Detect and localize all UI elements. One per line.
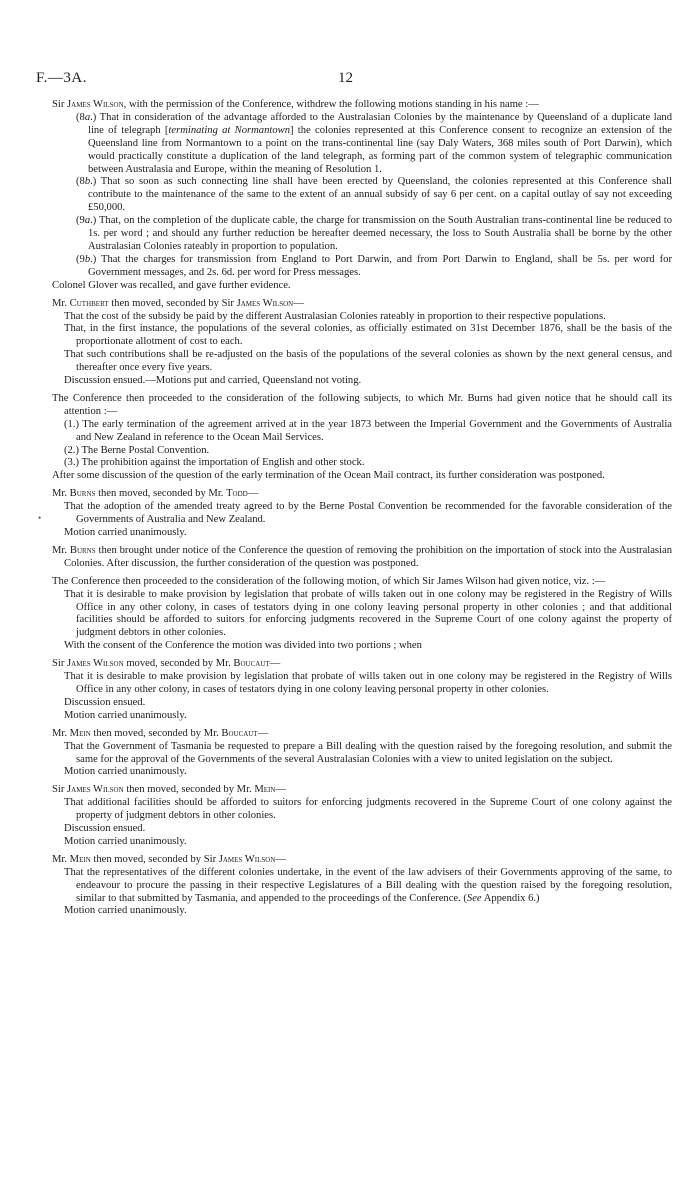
motion-8a: (8a.) That in consideration of the advantage afforded to the Australasian Colonies by the maintenance by Queensland of a duplicate land line of telegraph [terminating at Normantown] the colonies represented at this Conference consent to recognize an extension of the Queensland line from Normantown to a point on the trans-continental line (say Daly Waters, 368 miles south of Port Darwin), which would practically constitute a duplication of the land telegraph, as forming part of the common system of telegraphic communication between Australasia and Europe, within the meaning of Resolution 1. <box>76 111 672 175</box>
seconder-name: James Wilson <box>236 297 294 309</box>
speaker-name: Burns <box>69 488 96 500</box>
mein-legislatures-line-1: That the representatives of the different colonies undertake, in the event of the law advisers of their Governments approving of the same, to endeavour to procure the passing in their respective Legislatures of a Bill dealing with the question raised by the foregoing resolution, similar to that submitted by Tasmania, and appended to the proceedings of the Conference. (See Appendix 6.) <box>64 866 672 904</box>
wilson-probate-line-2: Discussion ensued. <box>64 696 146 708</box>
wilson-probate-heading: Sir James Wilson moved, seconded by Mr. Boucaut— <box>52 658 281 670</box>
speaker-name: James Wilson <box>67 784 124 796</box>
subjects-after: After some discussion of the question of the early termination of the Ocean Mail contract, its further consideration was postponed. <box>52 470 605 482</box>
cuthbert-motion-heading: Mr. Cuthbert then moved, seconded by Sir James Wilson— <box>52 297 304 309</box>
wilson-judgments-heading: Sir James Wilson then moved, seconded by Mr. Mein— <box>52 784 286 796</box>
motion-9b: (9b.) That the charges for transmission from England to Port Darwin, and from Port Darwin to England, shall be 5s. per word for Government messages, and 2s. 6d. per word for Press messages. <box>76 253 672 278</box>
mein-tasmania-heading: Mr. Mein then moved, seconded by Mr. Boucaut— <box>52 727 269 739</box>
speaker-name: Burns <box>69 544 96 556</box>
mein-legislatures-heading: Mr. Mein then moved, seconded by Sir James Wilson— <box>52 853 286 865</box>
subjects-intro: The Conference then proceeded to the consideration of the following subjects, to which Mr. Burns had given notice that he should call its attention :— <box>52 392 672 417</box>
mein-tasmania-line-1: That the Government of Tasmania be requested to prepare a Bill dealing with the question raised by the foregoing resolution, and submit the same for the approval of the Governments of the several Australasian Colonies with a view to united legislation on the subject. <box>64 740 672 765</box>
burns-berne-line-1: That the adoption of the amended treaty agreed to by the Berne Postal Convention be recommended for the favorable consideration of the Governments of Australia and New Zealand. <box>64 501 672 526</box>
wilson-withdrawal-paragraph: Sir James Wilson, with the permission of the Conference, withdrew the following motions standing in his name :— <box>52 99 539 110</box>
cuthbert-line-3: That such contributions shall be re-adjusted on the basis of the populations of the several colonies as shown by the next general census, and thereafter once every five years. <box>64 349 672 374</box>
burns-berne-line-2: Motion carried unanimously. <box>64 527 187 538</box>
seconder-name: James Wilson <box>218 853 276 865</box>
probate-intro: The Conference then proceeded to the consideration of the following motion, of which Sir James Wilson had given notice, viz. :— <box>52 575 606 587</box>
proceedings-text <box>52 99 672 918</box>
probate-consent: With the consent of the Conference the motion was divided into two portions ; when <box>64 640 422 652</box>
subject-item-2: (2.) The Berne Postal Convention. <box>64 444 210 456</box>
wilson-probate-line-1: That it is desirable to make provision by legislation that probate of wills taken out in one colony may be registered in the Registry of Wills Office in any other colony, in cases of testators dying in one colony leaving personal property in other colonies. <box>64 671 672 695</box>
burns-stock-paragraph: Mr. Burns then brought under notice of the Conference the question of removing the prohibition on the importation of stock into the Australasian Colonies. After discussion, the further consideration of the question was postponed. <box>52 544 672 569</box>
motion-8b: (8b.) That so soon as such connecting line shall have been erected by Queensland, the colonies represented at this Conference shall contribute to the maintenance of the same to the extent of an annual subsidy of say 6 per cent. on a capital outlay of say not exceeding £50,000. <box>76 176 672 214</box>
cuthbert-line-4: Discussion ensued.—Motions put and carried, Queensland not voting. <box>64 375 362 387</box>
wilson-judgments-line-2: Discussion ensued. <box>64 823 146 835</box>
speaker-name: Cuthbert <box>69 297 109 309</box>
speaker-name: James Wilson <box>67 99 124 110</box>
motion-9a: (9a.) That, on the completion of the duplicate cable, the charge for transmission on the South Australian trans-continental line be reduced to 1s. per word ; and should any further reduction be hereafter deemed necessary, the loss to South Australia shall be borne by the other Australasian Colonies rateably in proportion to population. <box>76 215 672 252</box>
subject-item-3: (3.) The prohibition against the importation of English and other stock. <box>64 457 365 469</box>
speaker-name: Mein <box>69 727 91 739</box>
seconder-name: Mein <box>254 784 276 796</box>
wilson-judgments-line-3: Motion carried unanimously. <box>64 835 187 847</box>
speaker-name: James Wilson <box>67 658 124 670</box>
mein-tasmania-line-2: Motion carried unanimously. <box>64 766 187 778</box>
glover-paragraph: Colonel Glover was recalled, and gave further evidence. <box>52 279 291 291</box>
wilson-judgments-line-1: That additional facilities should be afforded to suitors for enforcing judgments recovered in the Supreme Court of one colony against the property of judgment debtors in other colonies. <box>64 797 672 822</box>
seconder-name: Todd <box>226 488 248 500</box>
speaker-name: Mein <box>69 853 91 865</box>
subject-item-1: (1.) The early termination of the agreement arrived at in the year 1873 between the Imperial Government and the Governments of Australia and New Zealand in reference to the Ocean Mail Services. <box>64 418 672 443</box>
cuthbert-line-1: That the cost of the subsidy be paid by the different Australasian Colonies rateably in proportion to their respective populations. <box>64 310 606 322</box>
seconder-name: Boucaut <box>233 658 270 670</box>
probate-motion: That it is desirable to make provision by legislation that probate of wills taken out in one colony may be registered in the Registry of Wills Office in any other colony, in cases of testators dying in one colony leaving personal property in other colonies ; and that additional facilities should be afforded to suitors for enforcing judgments recovered in the Supreme Court of one colony against the property of judgment debtors in other colonies. <box>64 588 672 639</box>
document-reference: F.—3A. <box>36 70 87 86</box>
wilson-probate-line-3: Motion carried unanimously. <box>64 709 187 721</box>
mein-legislatures-line-2: Motion carried unanimously. <box>64 905 187 917</box>
cuthbert-line-2: That, in the first instance, the populations of the several colonies, as officially estimated on 31st December 1876, shall be the basis of the proportionate allotment of cost to each. <box>64 323 672 348</box>
page-number: 12 <box>338 70 353 86</box>
seconder-name: Boucaut <box>221 727 258 739</box>
burns-berne-heading: Mr. Burns then moved, seconded by Mr. Todd— <box>52 488 259 500</box>
margin-mark: • <box>38 513 42 523</box>
